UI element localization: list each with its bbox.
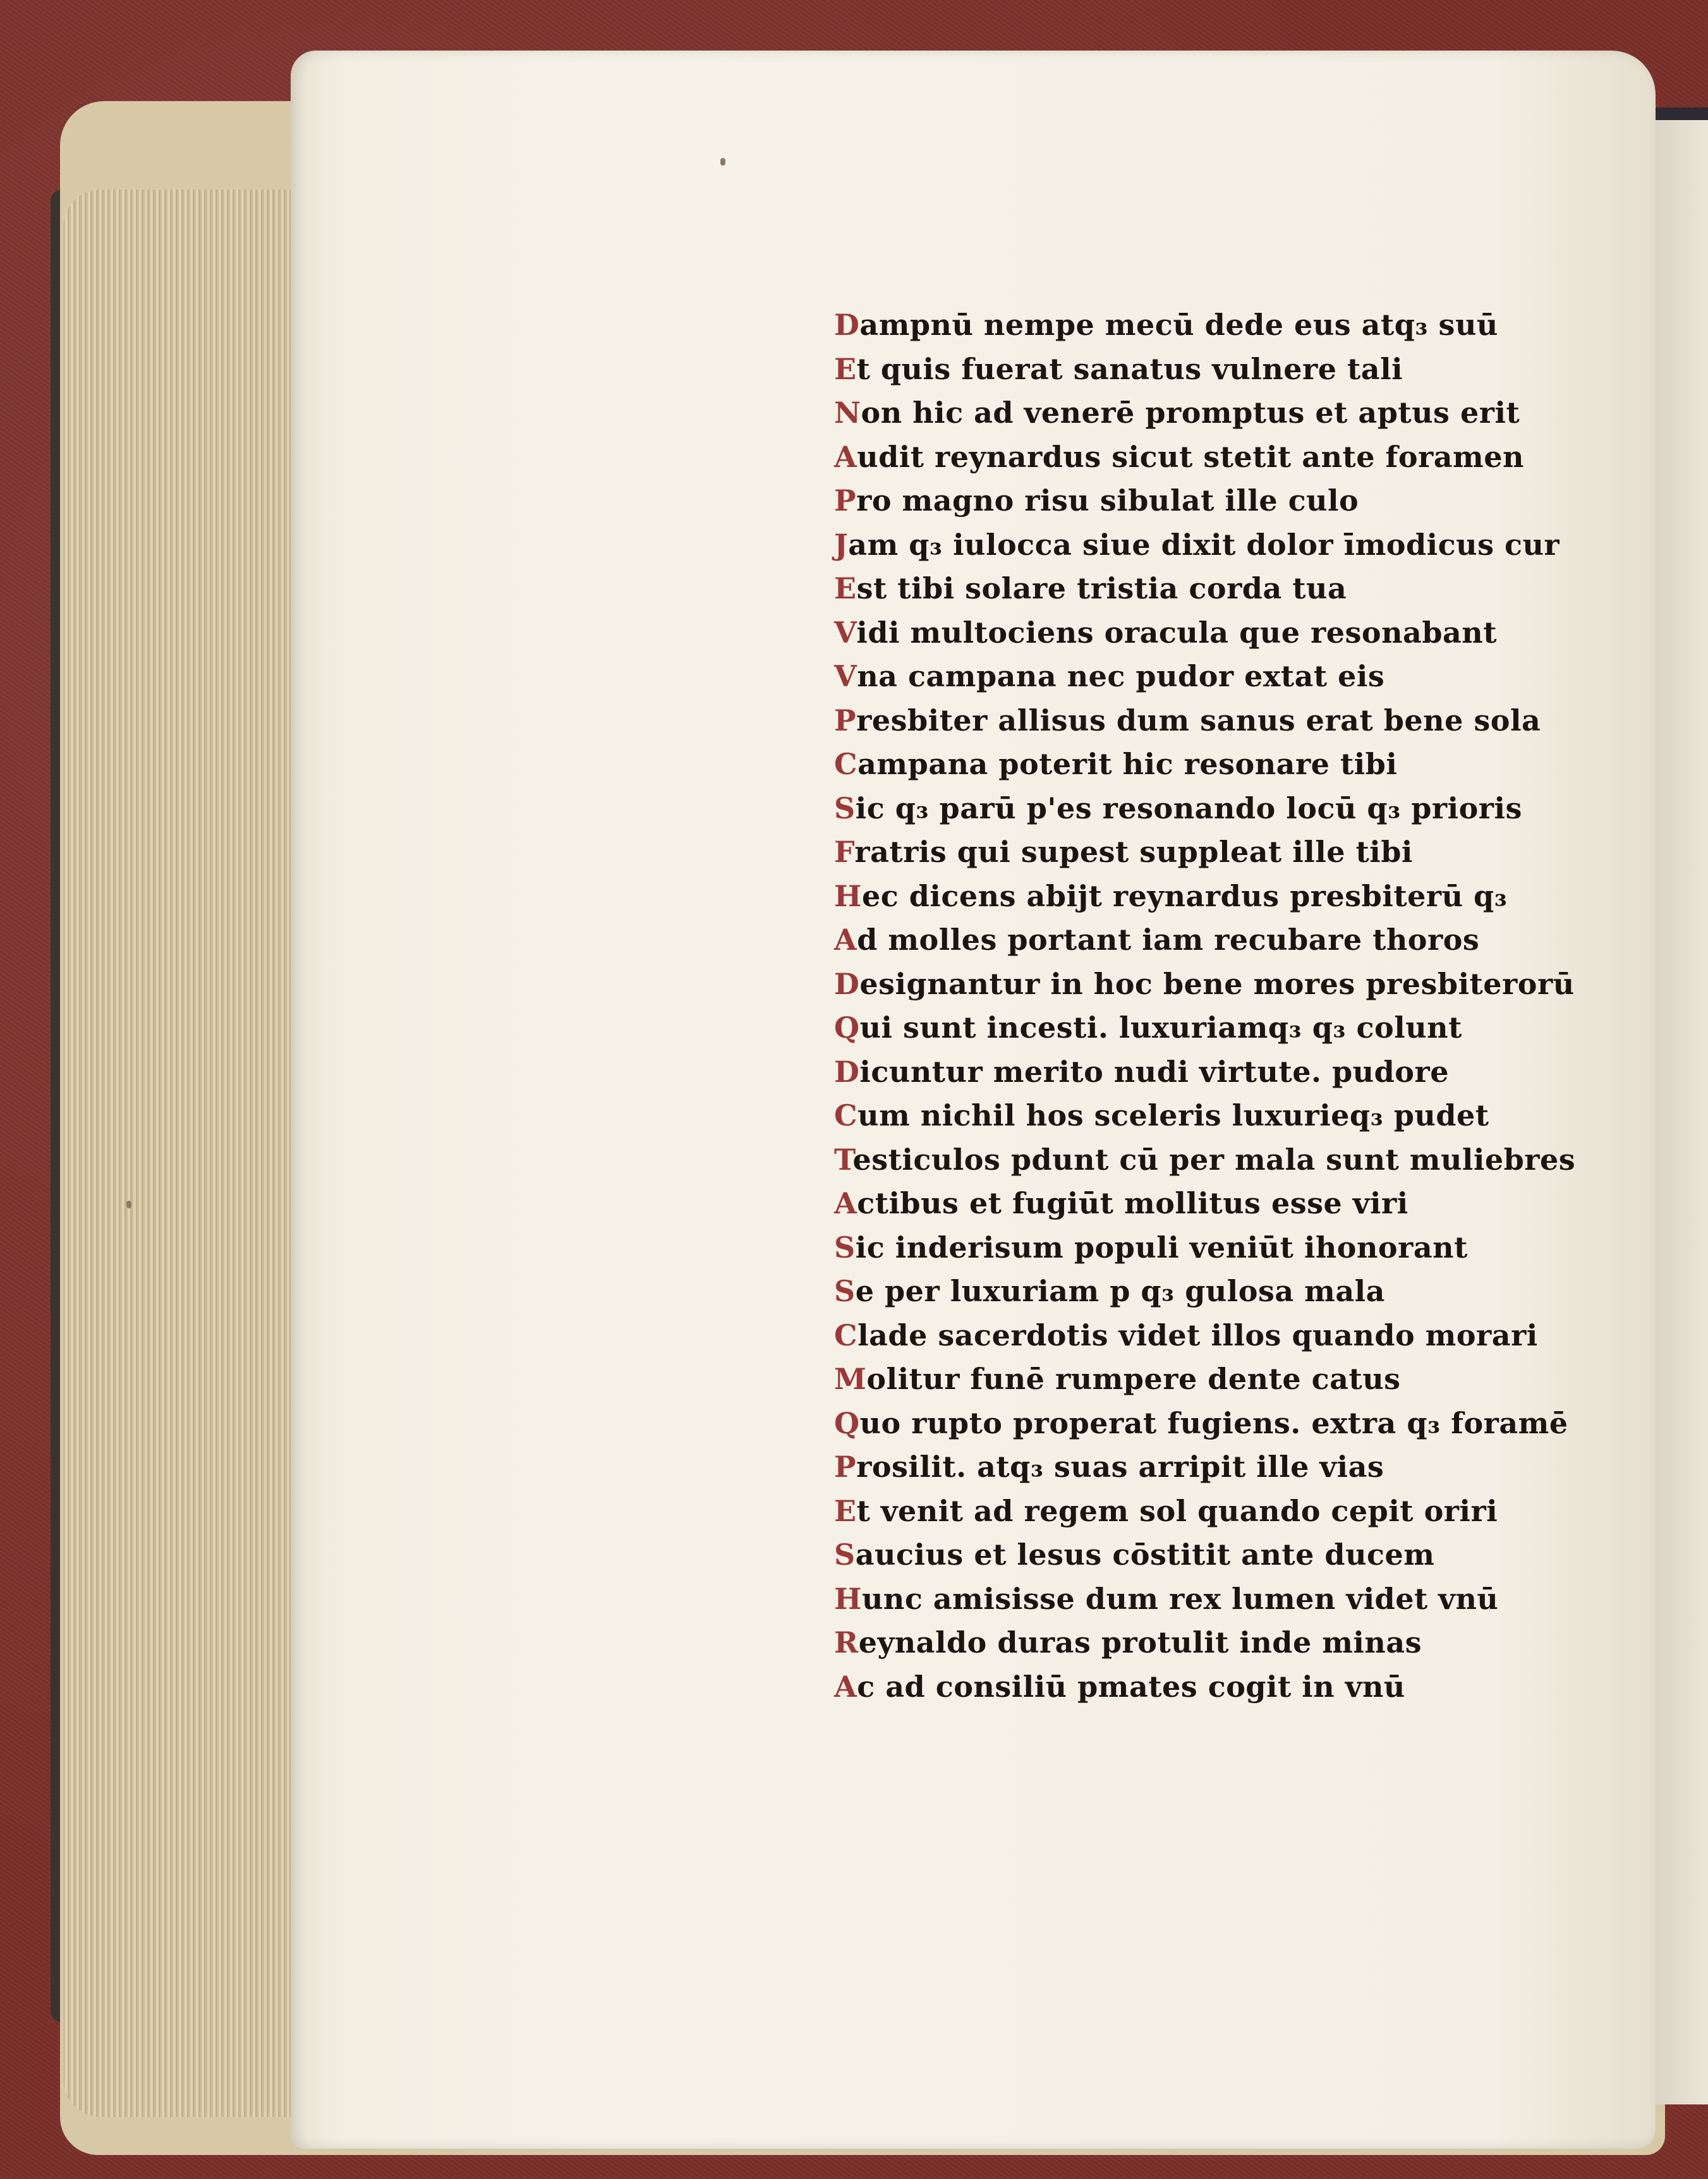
rubricated-initial: V: [834, 659, 857, 693]
rubricated-initial: C: [834, 1098, 858, 1132]
verse-line: [834, 611, 1497, 655]
rubricated-initial: T: [834, 1142, 853, 1177]
verse-line: [834, 1270, 1479, 1314]
line-text: on hic ad venerē promptus et aptus erit: [861, 396, 1520, 430]
line-text: st tibi solare tristia corda tua: [856, 571, 1347, 605]
rubricated-initial: S: [834, 1274, 856, 1308]
line-text: ic inderisum populi veniūt ihonorant: [855, 1230, 1468, 1265]
line-text: icuntur merito nudi virtute. pudore: [859, 1054, 1449, 1089]
rubricated-initial: D: [834, 308, 860, 342]
rubricated-initial: H: [834, 878, 862, 913]
verse-line: [834, 830, 1479, 875]
verse-line: [834, 1182, 1479, 1226]
verse-line: [834, 1445, 1479, 1490]
rubricated-initial: A: [834, 439, 857, 474]
line-text: rosilit. atq₃ suas arripit ille vias: [856, 1450, 1384, 1484]
line-text: aucius et lesus cōstitit ante ducem: [855, 1538, 1435, 1572]
rubricated-initial: E: [834, 1493, 857, 1528]
verse-text: [834, 303, 1576, 1709]
rubricated-initial: A: [834, 1669, 857, 1704]
line-text: ec dicens abijt reynardus presbiterū q₃: [861, 878, 1508, 913]
verse-line: [834, 918, 1479, 962]
rubricated-initial: F: [834, 835, 855, 869]
rubricated-initial: Q: [834, 1405, 860, 1440]
verse-line: [834, 348, 1479, 392]
line-text: ampnū nempe mecū dede eus atq₃ suū: [859, 308, 1498, 342]
line-text: esticulos pdunt cū per mala sunt muliebres: [852, 1142, 1576, 1177]
line-text: ic q₃ parū p'es resonando locū q₃ prioris: [855, 791, 1522, 825]
rubricated-initial: A: [834, 1186, 857, 1220]
line-text: um nichil hos sceleris luxurieq₃ pudet: [857, 1098, 1489, 1132]
verse-line: [834, 699, 1541, 743]
rubricated-initial: C: [834, 1318, 858, 1352]
verse-line: [834, 1621, 1479, 1665]
verse-line: [834, 567, 1479, 611]
rubricated-initial: V: [834, 615, 857, 650]
verse-line: [834, 1050, 1479, 1095]
verse-line: [834, 391, 1520, 435]
verse-line: [834, 1490, 1498, 1534]
verse-line: [834, 1138, 1576, 1182]
verse-line: [834, 1577, 1499, 1622]
verse-line: [834, 523, 1560, 568]
line-text: e per luxuriam p q₃ gulosa mala: [855, 1274, 1385, 1308]
line-text: olitur funē rumpere dente catus: [866, 1362, 1401, 1396]
verse-line: [834, 962, 1575, 1007]
verse-line: [834, 479, 1479, 523]
rubricated-initial: D: [834, 966, 860, 1001]
line-text: ro magno risu sibulat ille culo: [856, 483, 1359, 518]
line-text: am q₃ iulocca siue dixit dolor īmodicus cur: [848, 527, 1560, 562]
rubricated-initial: H: [834, 1581, 862, 1616]
page-speck: [126, 1201, 131, 1208]
verse-line: [834, 1665, 1479, 1709]
rubricated-initial: A: [834, 923, 857, 957]
verse-line: [834, 655, 1479, 699]
rubricated-initial: P: [834, 1450, 857, 1484]
rubricated-initial: E: [834, 571, 857, 605]
line-text: idi multociens oracula que resonabant: [856, 615, 1497, 650]
verse-line: [834, 303, 1498, 348]
rubricated-initial: S: [834, 791, 856, 825]
line-text: esignantur in hoc bene mores presbiterorū: [859, 966, 1575, 1001]
rubricated-initial: R: [834, 1625, 859, 1660]
rubricated-initial: M: [834, 1362, 867, 1396]
verse-line: [834, 1402, 1568, 1446]
page-speck: [720, 158, 725, 166]
page-edges: [63, 190, 303, 2117]
verse-line: [834, 1533, 1479, 1577]
rubricated-initial: D: [834, 1054, 860, 1089]
line-text: resbiter allisus dum sanus erat bene sola: [856, 703, 1541, 737]
line-text: ampana poterit hic resonare tibi: [857, 747, 1398, 781]
rubricated-initial: E: [834, 351, 857, 386]
verse-line: [834, 1006, 1479, 1050]
rubricated-initial: C: [834, 747, 858, 781]
verse-line: [834, 787, 1522, 831]
line-text: unc amisisse dum rex lumen videt vnū: [861, 1581, 1499, 1616]
rubricated-initial: J: [834, 527, 849, 562]
line-text: c ad consiliū pmates cogit in vnū: [857, 1669, 1405, 1704]
line-text: na campana nec pudor extat eis: [857, 659, 1385, 693]
line-text: eynaldo duras protulit inde minas: [858, 1625, 1422, 1660]
verse-line: [834, 1357, 1479, 1402]
verse-line: [834, 1314, 1538, 1358]
rubricated-initial: S: [834, 1538, 856, 1572]
verse-line: [834, 1226, 1479, 1270]
line-text: lade sacerdotis videt illos quando morari: [857, 1318, 1538, 1352]
rubricated-initial: Q: [834, 1011, 860, 1045]
line-text: ui sunt incesti. luxuriamq₃ q₃ colunt: [859, 1011, 1462, 1045]
verse-line: [834, 435, 1524, 480]
rubricated-initial: P: [834, 703, 857, 737]
line-text: ctibus et fugiūt mollitus esse viri: [857, 1186, 1408, 1220]
line-text: ratris qui supest suppleat ille tibi: [854, 835, 1413, 869]
line-text: d molles portant iam recubare thoros: [857, 923, 1480, 957]
line-text: uo rupto properat fugiens. extra q₃ foramē: [859, 1405, 1568, 1440]
line-text: udit reynardus sicut stetit ante foramen: [857, 439, 1524, 474]
verse-line: [834, 743, 1479, 787]
line-text: t quis fuerat sanatus vulnere tali: [856, 351, 1403, 386]
line-text: t venit ad regem sol quando cepit oriri: [856, 1493, 1498, 1528]
facing-page-edge: [1649, 114, 1708, 2104]
rubricated-initial: P: [834, 483, 857, 518]
verse-line: [834, 1094, 1489, 1138]
rubricated-initial: S: [834, 1230, 856, 1265]
rubricated-initial: N: [834, 396, 861, 430]
verse-line: [834, 875, 1508, 919]
